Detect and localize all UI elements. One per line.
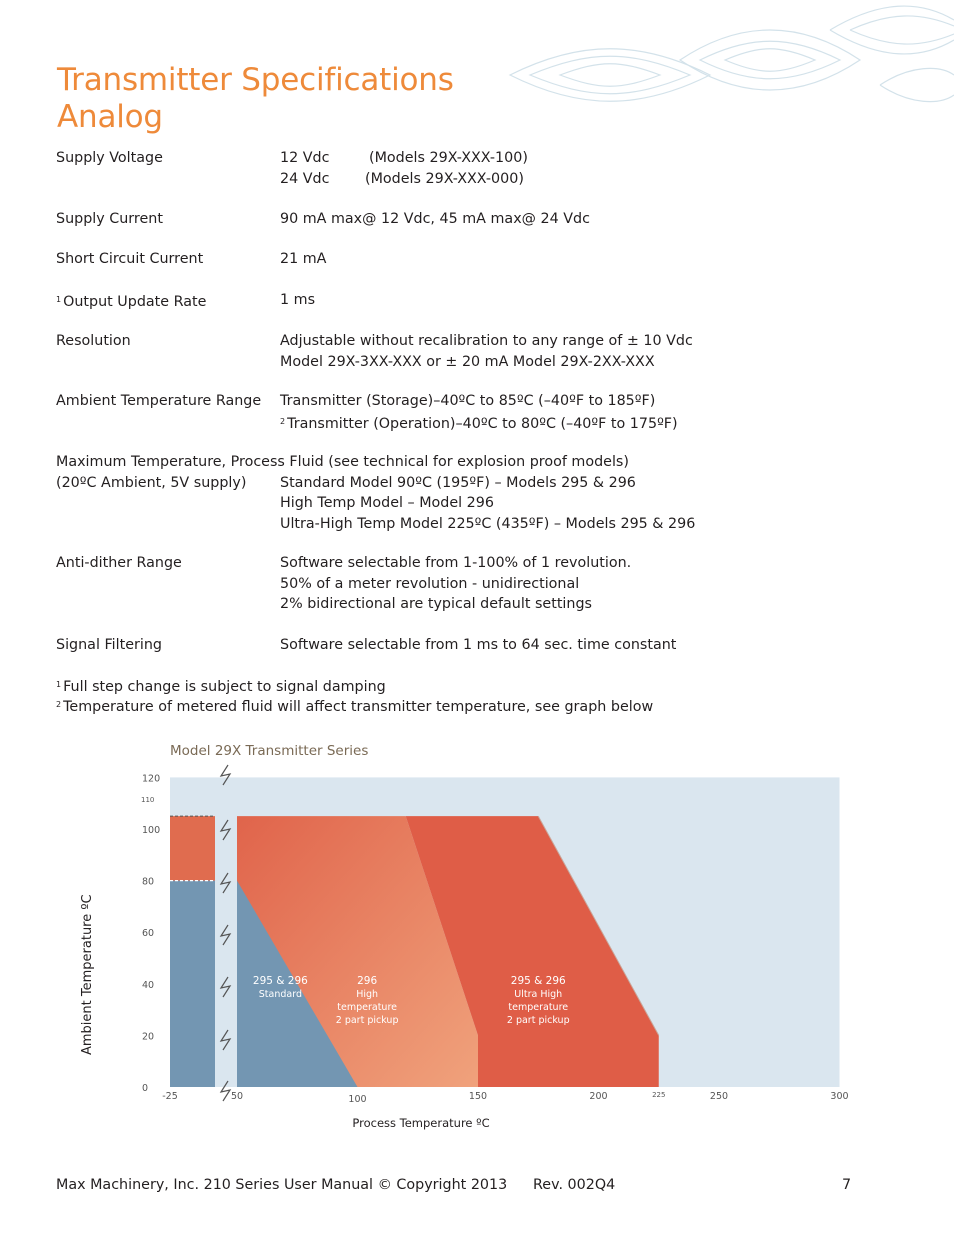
footnote-marker: 1	[56, 295, 62, 304]
left-band-storage	[170, 816, 215, 881]
footnote-text: Temperature of metered fluid will affect transmitter temperature, see graph below	[63, 699, 654, 715]
region-label: 2 part pickup	[335, 1014, 399, 1026]
spec-heading: Maximum Temperature, Process Fluid (see technical for explosion proof models)	[56, 454, 629, 470]
x-tick-label: 250	[709, 1091, 729, 1102]
region-label: temperature	[508, 1001, 569, 1013]
y-tick-label: 60	[142, 928, 155, 940]
region-label: temperature	[337, 1001, 397, 1013]
header-wave-decoration	[500, 0, 954, 110]
spec-label: Signal Filtering	[56, 637, 162, 653]
spec-max-temperature	[56, 452, 696, 532]
x-tick-label: 300	[830, 1091, 849, 1102]
region-label: 296	[357, 974, 378, 987]
footnote-text: Full step change is subject to signal damping	[63, 679, 386, 695]
page-number: 7	[842, 1177, 852, 1193]
y-tick-label: 100	[142, 825, 161, 836]
spec-label: Short Circuit Current	[56, 251, 204, 267]
page-title-line1: Transmitter Specifications	[57, 62, 454, 98]
spec-value: High Temp Model – Model 296	[280, 495, 494, 511]
spec-value: 21 mA	[280, 251, 327, 267]
spec-label: (20ºC Ambient, 5V supply)	[56, 474, 247, 491]
footnote-marker: 2	[56, 700, 62, 709]
spec-value: Transmitter (Storage)–40ºC to 85ºC (–40ºF to 185ºF)	[280, 393, 656, 409]
y-tick-label: 80	[142, 876, 155, 888]
spec-value: Standard Model 90ºC (195ºF) – Models 295 & 296	[280, 474, 636, 491]
chart-title: Model 29X Transmitter Series	[170, 743, 369, 759]
x-tick-label: 150	[468, 1091, 488, 1102]
region-label: 295 & 296	[252, 974, 308, 987]
footnote-marker: 1	[56, 680, 62, 689]
y-tick-label: 20	[142, 1031, 155, 1043]
region-label: 2 part pickup	[506, 1014, 570, 1026]
footnote-2	[56, 695, 653, 718]
x-tick-label: 200	[589, 1091, 608, 1102]
x-tick-label: 225	[652, 1091, 666, 1099]
spec-value: 2% bidirectional are typical default settings	[280, 596, 592, 612]
spec-value: 90 mA max@ 12 Vdc, 45 mA max@ 24 Vdc	[280, 211, 590, 227]
spec-label: Output Update Rate	[63, 294, 207, 310]
region-label: High	[356, 988, 379, 1000]
y-tick-label: 110	[141, 796, 155, 805]
region-label: Ultra High	[514, 988, 563, 1000]
spec-value: Adjustable without recalibration to any range of ± 10 Vdc	[280, 333, 693, 349]
temperature-chart	[0, 735, 954, 1145]
page-title-line2: Analog	[57, 99, 163, 135]
page-title	[57, 62, 454, 136]
spec-value: 12 Vdc	[280, 150, 330, 166]
spec-label: Supply Current	[56, 211, 163, 227]
spec-label: Resolution	[56, 333, 131, 349]
spec-value: Transmitter (Operation)–40ºC to 80ºC (–40ºF to 175ºF)	[287, 415, 678, 432]
spec-note: (Models 29X-XXX-100)	[369, 150, 528, 166]
left-band-operating	[170, 881, 215, 1087]
chart-ylabel: Ambient Temperature ºC	[80, 894, 95, 1055]
spec-value: Software selectable from 1 ms to 64 sec. time constant	[280, 637, 677, 653]
region-label: Standard	[258, 988, 302, 1000]
spec-value: Ultra-High Temp Model 225ºC (435ºF) – Models 295 & 296	[280, 515, 696, 532]
spec-value: 50% of a meter revolution - unidirectional	[280, 575, 580, 592]
x-tick-label: -25	[162, 1091, 178, 1102]
spec-value: Model 29X-3XX-XXX or ± 20 mA Model 29X-2XX-XXX	[280, 353, 655, 370]
footer-copyright: Max Machinery, Inc. 210 Series User Manual © Copyright 2013	[56, 1177, 508, 1193]
spec-value: 1 ms	[280, 292, 316, 308]
y-tick-label: 120	[142, 773, 161, 785]
x-tick-label: 100	[348, 1094, 367, 1105]
spec-note: (Models 29X-XXX-000)	[365, 170, 524, 187]
spec-label: Anti-dither Range	[56, 555, 182, 571]
spec-value: Software selectable from 1-100% of 1 revolution.	[280, 555, 632, 571]
spec-label: Ambient Temperature Range	[56, 393, 262, 409]
y-tick-label: 0	[142, 1083, 149, 1094]
x-tick-label: 50	[230, 1091, 244, 1102]
footnote-marker: 2	[280, 416, 286, 426]
spec-value: 24 Vdc	[280, 170, 330, 187]
footer-revision: Rev. 002Q4	[533, 1177, 616, 1193]
y-tick-label: 40	[142, 979, 155, 991]
spec-label: Supply Voltage	[56, 150, 163, 166]
chart-xlabel: Process Temperature ºC	[352, 1116, 490, 1130]
region-label: 295 & 296	[510, 974, 566, 987]
